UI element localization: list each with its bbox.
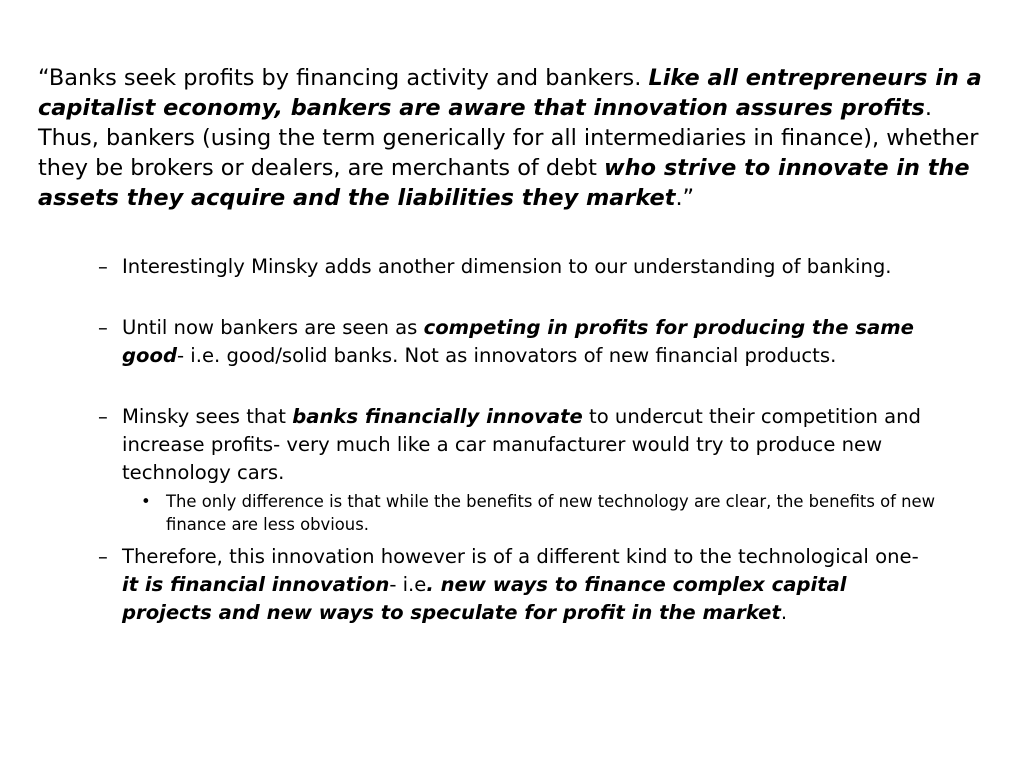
dash-marker: – bbox=[98, 255, 108, 278]
sub-bullet-list bbox=[0, 490, 1024, 536]
dash-marker: – bbox=[98, 316, 108, 339]
quote-text-2: . Thus, bankers (using the term generically for all intermediaries in finance), whether they be brokers or dealers, are merchants of debt bbox=[38, 95, 979, 181]
bullet-4-text-3: . bbox=[780, 601, 788, 624]
bullet-item-2 bbox=[0, 314, 932, 370]
bullet-4-text-1: Therefore, this innovation however is of a different kind to the technological one- bbox=[122, 545, 919, 568]
bullet-2-text-1: Until now bankers are seen as bbox=[122, 316, 424, 339]
bullet-4-emphasis-2: . new ways to finance complex capital projects and new ways to speculate for profit in the market bbox=[122, 573, 847, 624]
bullet-1-text: Interestingly Minsky adds another dimension to our understanding of banking. bbox=[122, 255, 892, 278]
quote-emphasis-1: Like all entrepreneurs in a capitalist economy, bankers are aware that innovation assures profits bbox=[38, 65, 982, 121]
bullet-3-text-1: Minsky sees that bbox=[122, 405, 293, 428]
bullet-4-text-2: - i.e bbox=[389, 573, 427, 596]
bullet-list-4 bbox=[0, 543, 1024, 627]
bullet-list-2 bbox=[0, 314, 1024, 370]
quote-text-1: “Banks seek profits by financing activity and bankers. bbox=[38, 65, 649, 91]
bullet-item-4 bbox=[0, 543, 932, 627]
quote-emphasis-2: who strive to innovate in the assets they acquire and the liabilities they market bbox=[38, 155, 970, 211]
bullet-2-text-2: - i.e. good/solid banks. Not as innovators of new financial products. bbox=[176, 344, 837, 367]
dot-marker: • bbox=[141, 492, 151, 511]
quote-text-3: .” bbox=[675, 185, 695, 211]
bullet-list-3 bbox=[0, 403, 1024, 487]
bullet-4-emphasis-1: it is financial innovation bbox=[122, 573, 390, 596]
sub-bullet-text: The only difference is that while the benefits of new technology are clear, the benefits of new finance are less obvious. bbox=[166, 492, 935, 534]
bullet-2-emphasis: competing in profits for producing the same good bbox=[122, 316, 914, 367]
dash-marker: – bbox=[98, 405, 108, 428]
bullet-item-3 bbox=[0, 403, 932, 487]
sub-bullet-item bbox=[0, 490, 936, 536]
bullet-3-emphasis: banks financially innovate bbox=[292, 405, 583, 428]
quote-paragraph bbox=[38, 63, 984, 213]
bullet-3-text-2: to undercut their competition and increase profits- very much like a car manufacturer would try to produce new technology cars. bbox=[122, 405, 921, 484]
bullet-list-1 bbox=[0, 253, 1024, 281]
dash-marker: – bbox=[98, 545, 108, 568]
bullet-item-1 bbox=[0, 253, 932, 281]
